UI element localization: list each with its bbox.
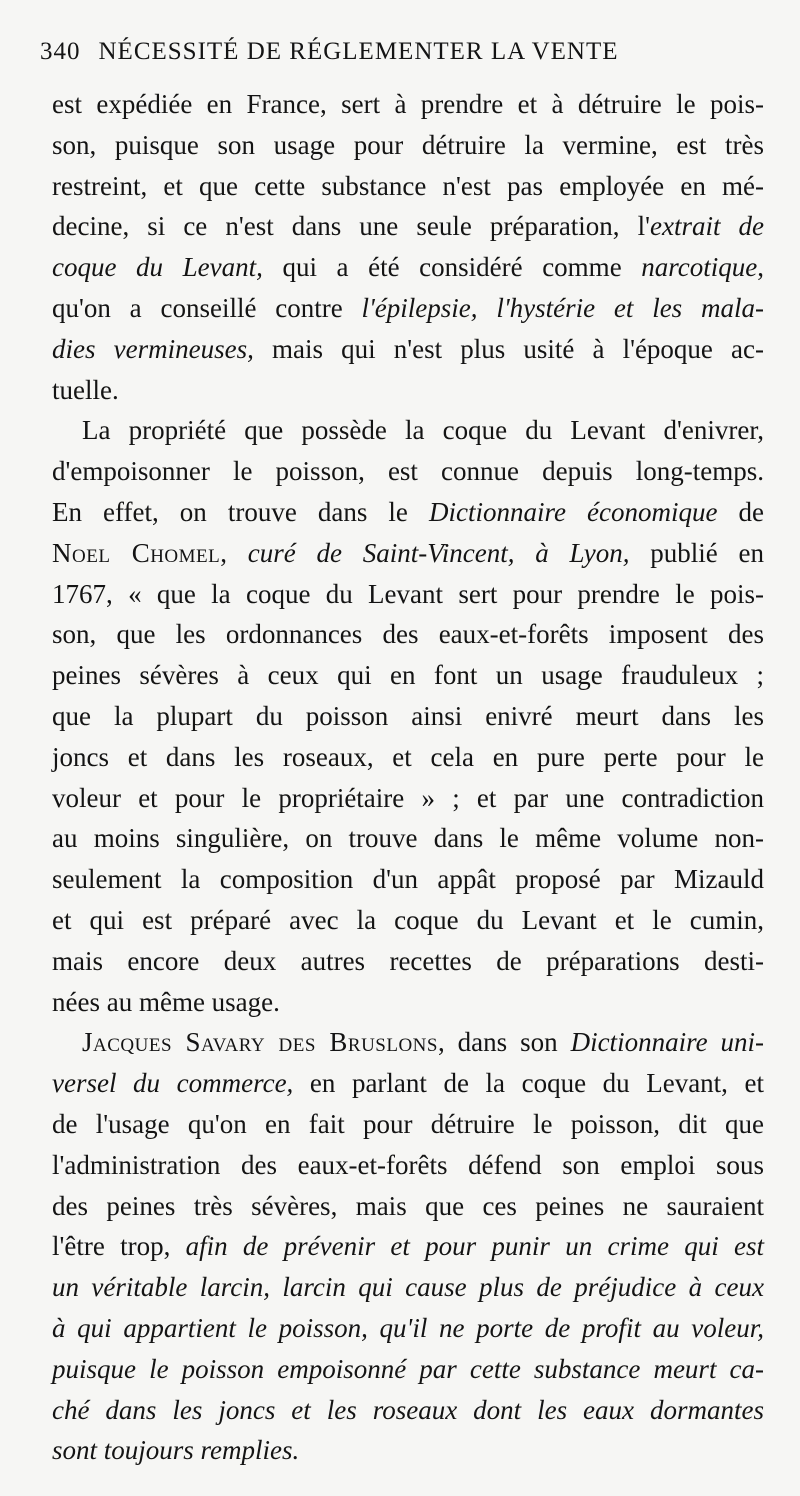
- running-header: [40, 38, 770, 66]
- text-line: son, puisque son usage pour détruire la vermine, est très: [52, 129, 764, 160]
- text-line: [52, 1430, 764, 1471]
- page-number: 340: [40, 38, 81, 65]
- text-line: dies vermineuses, mais qui n'est plus usité à l'époque ac-: [52, 333, 765, 364]
- italic-text: narcotique: [641, 252, 758, 283]
- running-title: NÉCESSITÉ DE RÉGLEMENTER LA VENTE: [98, 38, 619, 65]
- text-line: [52, 1308, 764, 1349]
- italic-text: afin de prévenir et pour punir un crime qui est: [185, 1231, 764, 1262]
- text-line: tuelle.: [52, 374, 119, 405]
- text-line: seulement la composition d'un appât proposé par Mizauld: [52, 864, 764, 895]
- text-line: joncs et dans les roseaux, et cela en pure perte pour le: [52, 741, 764, 772]
- author-name: Jacques Savary des Bruslons: [82, 1027, 438, 1058]
- text-line: qu'on a conseillé contre l'épilepsie, l'hystérie et les mala-: [52, 292, 764, 323]
- italic-text: Dictionnaire économique: [428, 496, 718, 527]
- text-line: l'administration des eaux-et-forêts défend son emploi sous: [52, 1149, 764, 1180]
- text-line: et qui est préparé avec la coque du Levant et le cumin,: [52, 904, 764, 935]
- text-line: voleur et pour le propriétaire » ; et par une contradiction: [52, 782, 764, 813]
- text-line: [52, 1267, 764, 1308]
- text-line: son, que les ordonnances des eaux-et-forêts imposent des: [52, 619, 764, 650]
- text-line: coque du Levant, qui a été considéré comme narcotique,: [52, 252, 764, 283]
- italic-text: un véritable larcin, larcin qui cause plus de préjudice à ceux: [52, 1272, 764, 1303]
- italic-text: l'épilepsie, l'hystérie et les mala-: [361, 292, 764, 323]
- author-name: Noel Chomel: [52, 537, 221, 568]
- text-line: versel du commerce, en parlant de la coque du Levant, et: [52, 1068, 764, 1099]
- text-line: decine, si ce n'est dans une seule préparation, l'extrait de: [52, 211, 765, 242]
- text-line: peines sévères à ceux qui en font un usage frauduleux ;: [52, 660, 764, 691]
- italic-text: dies vermineuses,: [52, 333, 254, 364]
- text-line: nées au même usage.: [52, 986, 280, 1017]
- italic-text: à qui appartient le poisson, qu'il ne porte de profit au voleur,: [52, 1312, 764, 1343]
- text-line: [52, 1349, 764, 1390]
- italic-text: sont toujours remplies.: [52, 1435, 300, 1466]
- italic-text: extrait de: [649, 211, 765, 242]
- text-line: restreint, et que cette substance n'est pas employée en mé-: [52, 170, 764, 201]
- text-line: l'être trop, afin de prévenir et pour punir un crime qui est: [52, 1231, 764, 1262]
- italic-text: ché dans les joncs et les roseaux dont les eaux dormantes: [52, 1394, 764, 1425]
- text-line: que la plupart du poisson ainsi enivré meurt dans les: [52, 700, 764, 731]
- text-line: mais encore deux autres recettes de préparations desti-: [52, 945, 764, 976]
- italic-text: coque du Levant,: [52, 252, 263, 283]
- text-line: Noel Chomel, curé de Saint-Vincent, à Lyon, publié en: [52, 537, 764, 568]
- text-line: Jacques Savary des Bruslons, dans son Dictionnaire uni-: [82, 1027, 764, 1058]
- text-line: En effet, on trouve dans le Dictionnaire économique de: [52, 496, 764, 527]
- italic-text: curé de Saint-Vincent, à Lyon,: [247, 537, 630, 568]
- text-line: des peines très sévères, mais que ces peines ne sauraient: [52, 1190, 764, 1221]
- text-line: [52, 1390, 764, 1431]
- italic-text: Dictionnaire uni-: [570, 1027, 764, 1058]
- italic-text: puisque le poisson empoisonné par cette substance meurt ca-: [52, 1353, 764, 1384]
- text-line: est expédiée en France, sert à prendre et à détruire le pois-: [52, 89, 764, 119]
- text-line: au moins singulière, on trouve dans le même volume non-: [52, 823, 764, 854]
- text-line: La propriété que possède la coque du Levant d'enivrer,: [82, 415, 764, 446]
- text-line: d'empoisonner le poisson, est connue depuis long-temps.: [52, 456, 764, 487]
- text-line: 1767, « que la coque du Levant sert pour prendre le pois-: [52, 578, 764, 609]
- text-line: de l'usage qu'on en fait pour détruire le poisson, dit que: [52, 1108, 764, 1139]
- page-body: [52, 84, 764, 1471]
- italic-text: versel du commerce,: [52, 1068, 294, 1099]
